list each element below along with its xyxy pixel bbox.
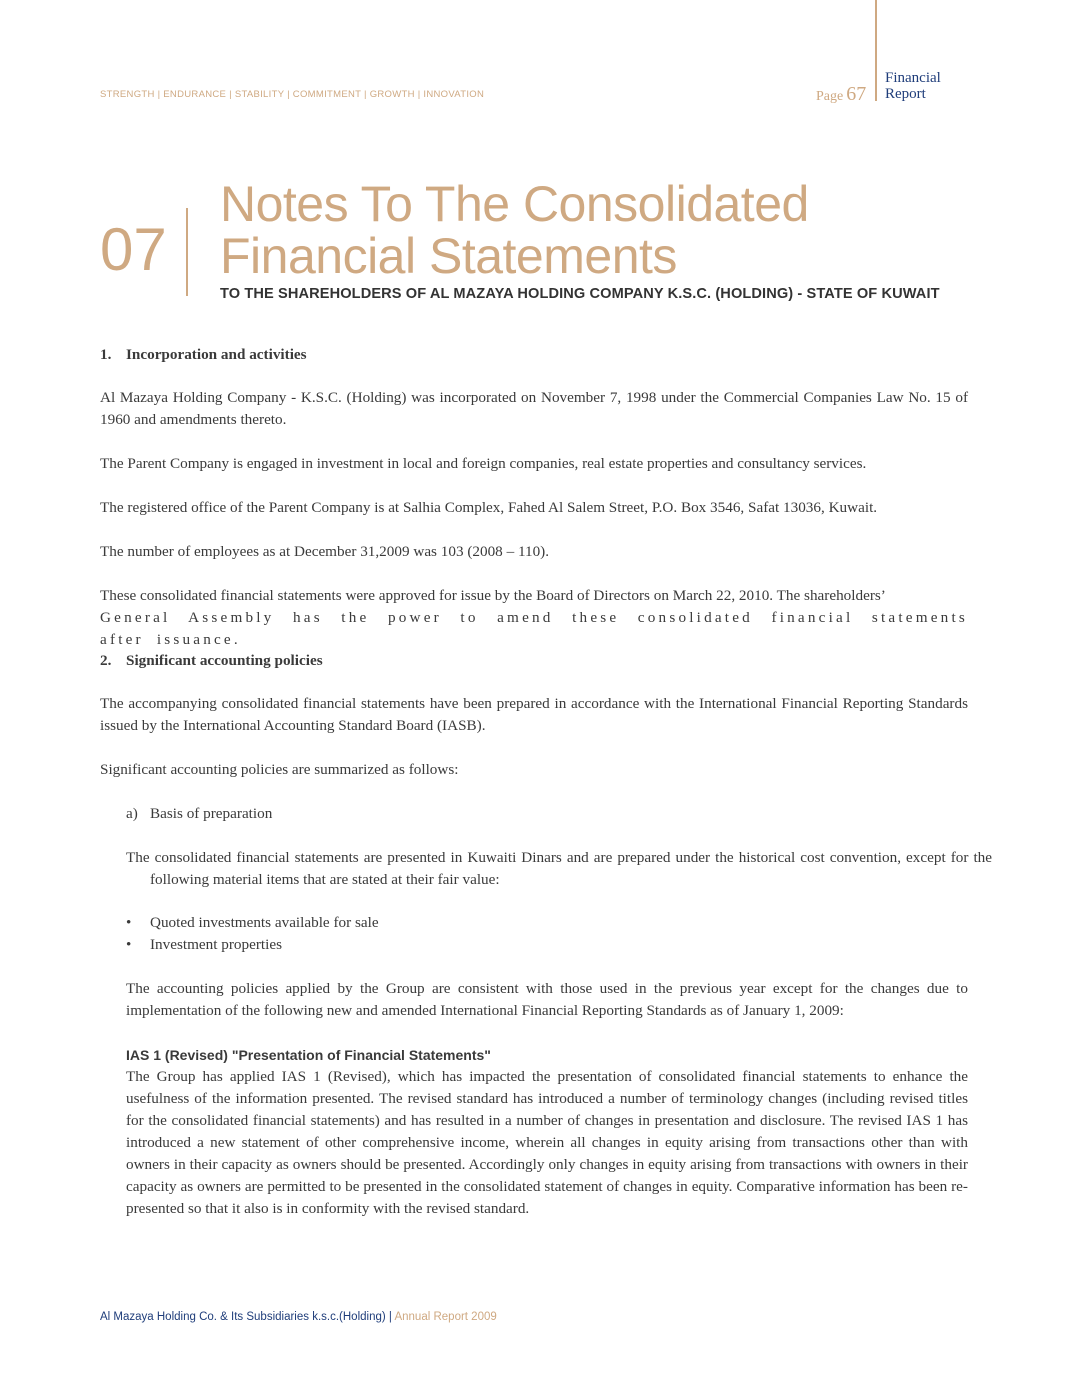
section1-paragraph-3: The registered office of the Parent Company is at Salhia Complex, Fahed Al Salem Street, P.O. Box 3546, Safat 13036, Kuwait. bbox=[100, 499, 878, 516]
ias1-heading: IAS 1 (Revised) "Presentation of Financial Statements" bbox=[126, 1047, 491, 1063]
section2-title: Significant accounting policies bbox=[126, 652, 323, 669]
page-subtitle: TO THE SHAREHOLDERS OF AL MAZAYA HOLDING COMPANY K.S.C. (HOLDING) - STATE OF KUWAIT bbox=[220, 286, 940, 302]
section2-paragraph-2: Significant accounting policies are summarized as follows: bbox=[100, 761, 459, 778]
bullet-text: Investment properties bbox=[150, 936, 283, 953]
section1-number: 1. bbox=[100, 346, 112, 363]
page-word: Page bbox=[816, 89, 844, 104]
policies-paragraph: The accounting policies applied by the Group are consistent with those used in the previous year except for the changes due to implementation of the following new and amended International Financial Reporting Standards as of January 1, 2009: bbox=[126, 980, 968, 1019]
bullet-item bbox=[126, 912, 379, 934]
page-footer bbox=[100, 1311, 497, 1323]
section1-paragraph-5-line2: General Assembly has the power to amend these consolidated financial statements after issuance. bbox=[100, 609, 968, 648]
subsection-a-label: a) bbox=[126, 805, 138, 822]
bullet-text: Quoted investments available for sale bbox=[150, 914, 379, 931]
header-divider bbox=[875, 0, 877, 101]
section1-paragraph-5 bbox=[100, 585, 968, 651]
subsection-a-paragraph: The consolidated financial statements are presented in Kuwaiti Dinars and are prepared under the historical cost convention, except for the following material items that are stated at their fair value: bbox=[126, 849, 992, 888]
section-label bbox=[885, 70, 941, 102]
footer-company: Al Mazaya Holding Co. & Its Subsidiaries k.s.c.(Holding) bbox=[100, 1311, 386, 1323]
footer-report: Annual Report 2009 bbox=[394, 1311, 497, 1323]
section-label-line1: Financial bbox=[885, 70, 941, 86]
subsection-a-heading bbox=[126, 803, 968, 825]
section1-title: Incorporation and activities bbox=[126, 346, 307, 363]
header-tagline: STRENGTH | ENDURANCE | STABILITY | COMMITMENT | GROWTH | INNOVATION bbox=[100, 89, 485, 100]
footer-separator: | bbox=[388, 1311, 392, 1323]
section2-paragraph-1: The accompanying consolidated financial statements have been prepared in accordance with the International Financial Reporting Standards issued by the International Accounting Standard Board (IASB). bbox=[100, 695, 968, 734]
bullet-item bbox=[126, 934, 282, 956]
section2-number: 2. bbox=[100, 652, 112, 669]
page-number: 67 bbox=[846, 83, 867, 105]
ias1-paragraph: The Group has applied IAS 1 (Revised), which has impacted the presentation of consolidated financial statements to enhance the usefulness of the information presented. The revised standard has introduced a number of terminology changes (including revised titles for the consolidated financial statements) and has resulted in a number of changes in presentation and disclosure. The revised IAS 1 has introduced a new statement of other comprehensive income, wherein all changes in equity arising from transactions other than with owners in their capacity as owners should be presented. Accordingly only changes in equity arising from transactions with owners in their capacity as owners are permitted to be presented in the consolidated statement of changes in equity. Comparative information has been re-presented so that it also is in conformity with the revised standard. bbox=[126, 1068, 968, 1217]
section2-heading bbox=[100, 650, 968, 672]
bullet-icon: • bbox=[126, 936, 132, 953]
section1-paragraph-4: The number of employees as at December 31,2009 was 103 (2008 – 110). bbox=[100, 543, 550, 560]
subsection-a-title: Basis of preparation bbox=[150, 805, 273, 822]
section1-paragraph-2: The Parent Company is engaged in investment in local and foreign companies, real estate properties and consultancy services. bbox=[100, 455, 867, 472]
chapter-number: 07 bbox=[100, 216, 167, 283]
page-title-line2: Financial Statements bbox=[220, 228, 677, 284]
section1-paragraph-1: Al Mazaya Holding Company - K.S.C. (Holding) was incorporated on November 7, 1998 under the Commercial Companies Law No. 15 of 1960 and amendments thereto. bbox=[100, 389, 968, 428]
section-label-line2: Report bbox=[885, 86, 926, 102]
page-title-line1: Notes To The Consolidated bbox=[220, 176, 809, 232]
section1-heading bbox=[100, 344, 968, 366]
bullet-icon: • bbox=[126, 914, 132, 931]
page-number-label bbox=[816, 83, 866, 106]
section1-paragraph-5-line1: These consolidated financial statements were approved for issue by the Board of Directors on March 22, 2010. The shareholders’ bbox=[100, 587, 886, 604]
chapter-divider bbox=[186, 208, 188, 296]
